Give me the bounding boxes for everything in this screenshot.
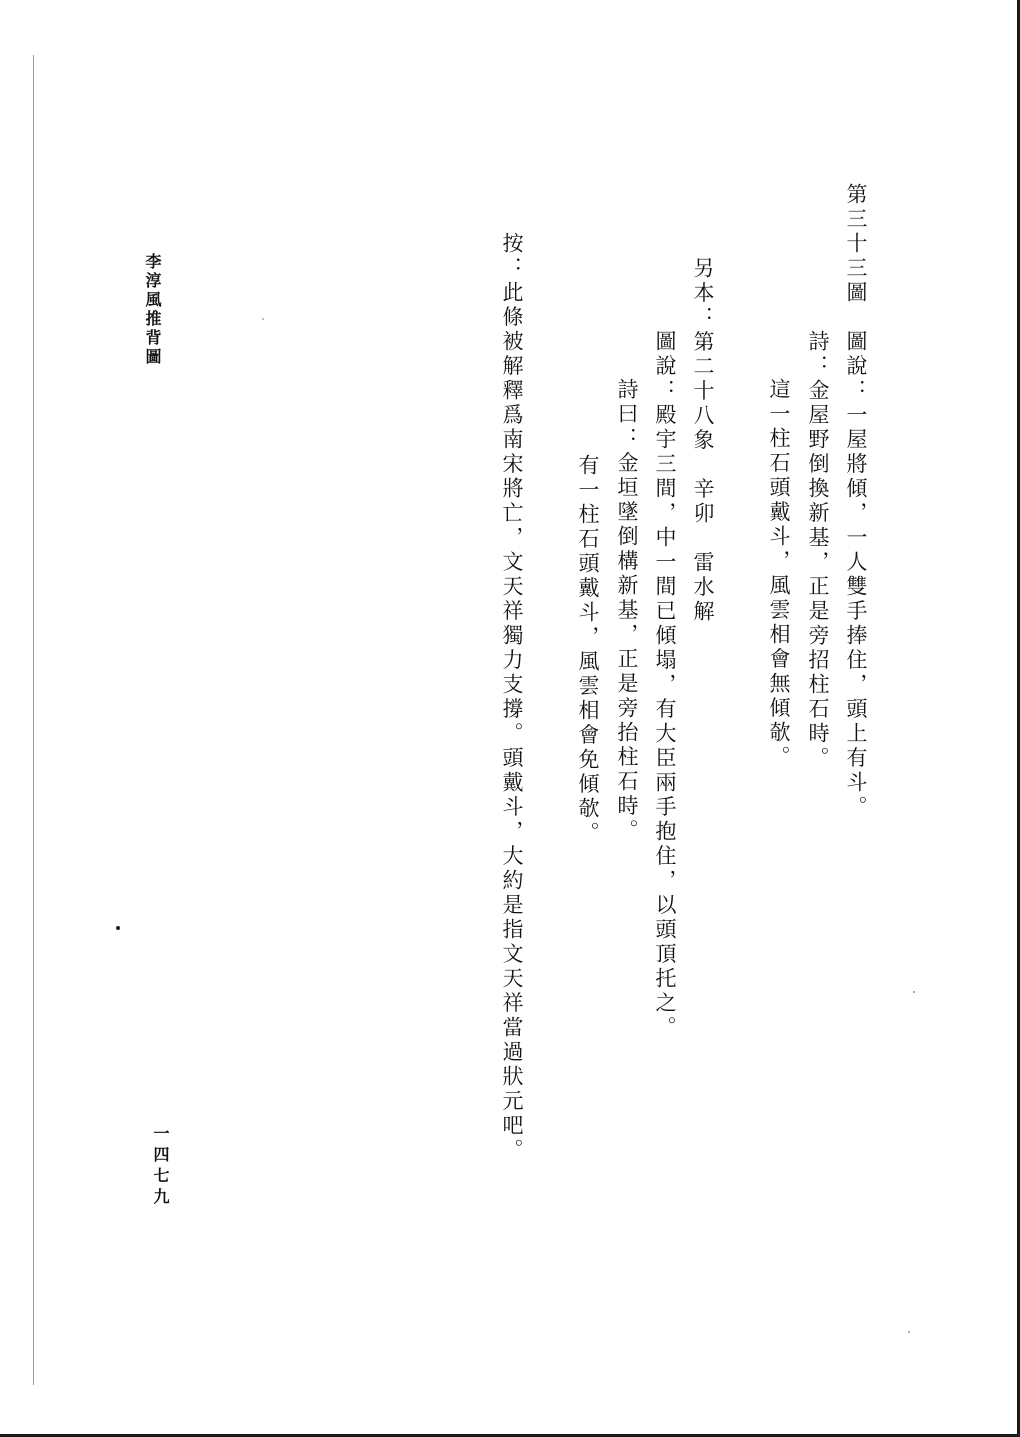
text-column-poem-line-1: 詩：金屋野倒換新基，正是旁招柱石時。 (806, 330, 830, 771)
text-column-alt-poem-line-1: 詩曰：金垣墜倒構新基，正是旁抬柱石時。 (615, 378, 639, 844)
text-column-alt-poem-line-2: 有一柱石頭戴斗，風雲相會免傾欹。 (576, 454, 600, 846)
ink-speck (262, 318, 264, 320)
ink-speck (913, 991, 915, 993)
text-column-alt-version: 另本：第二十八象 辛卯 雷水解 (691, 257, 715, 625)
text-column-commentary: 按：此條被解釋爲南宋將亡，文天祥獨力支撐。頭戴斗，大約是指文天祥當過狀元吧。 (500, 232, 524, 1163)
text-column-poem-line-2: 這一柱石頭戴斗，風雲相會無傾欹。 (767, 378, 791, 770)
text-column-heading: 第三十三圖 圖說：一屋將傾，一人雙手捧住，頭上有斗。 (844, 183, 868, 820)
gutter-line (33, 55, 34, 1385)
ink-speck (116, 926, 120, 930)
running-head: 李淳風推背圖 (143, 253, 162, 367)
page-number: 一四七九 (151, 1125, 170, 1209)
text-column-alt-description: 圖說：殿宇三間，中一間已傾塌，有大臣兩手抱住，以頭頂托之。 (653, 330, 677, 1041)
ink-speck (908, 1331, 910, 1333)
